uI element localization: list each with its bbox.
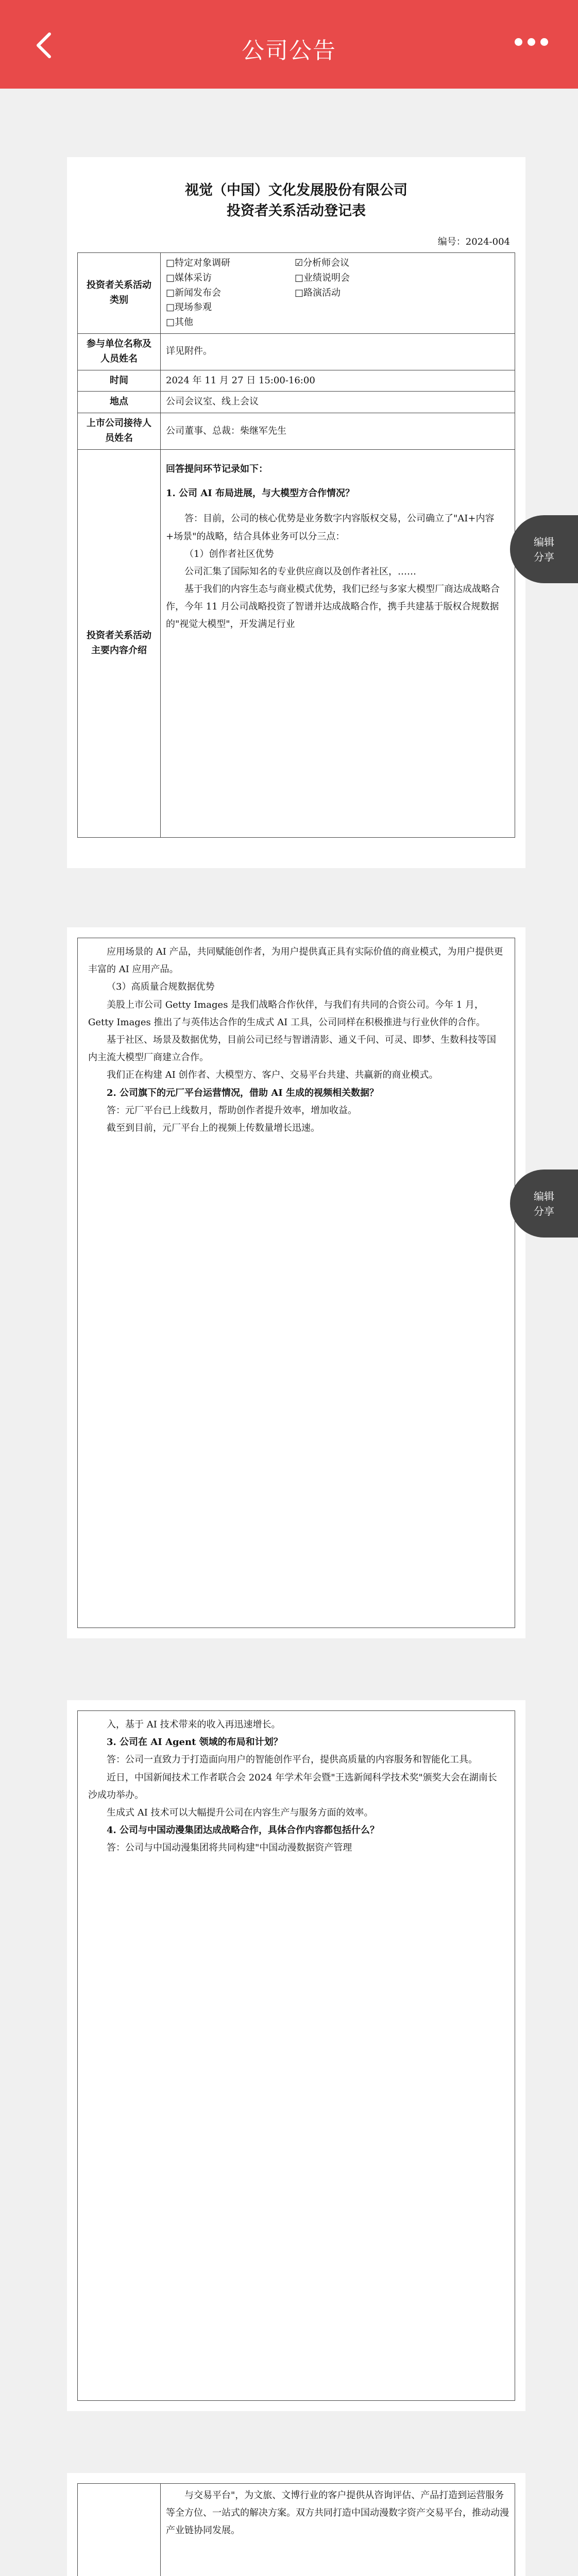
- content-paragraph: （3）高质量合规数据优势: [107, 981, 215, 993]
- content-paragraph: 答：元厂平台已上线数月，帮助创作者提升效率，增加收益。: [107, 1105, 357, 1116]
- content-paragraph: 美股上市公司 Getty Images 是我们战略合作伙伴，与我们有共同的合资公司。今年 1 月，Getty Images 推出了与英伟达合作的生成式 AI 工具，公司同样在积极推进与行业伙伴的合作。: [88, 999, 485, 1028]
- content-paragraph: （1）创作者社区优势: [184, 548, 274, 560]
- category-option: □业绩说明会: [295, 272, 350, 283]
- edit-share-button[interactable]: [510, 515, 578, 583]
- content-paragraph: 答：公司一直致力于打造面向用户的智能创作平台，提供高质量的内容服务和智能化工具。: [107, 1754, 478, 1766]
- category-option: □新闻发布会: [166, 287, 222, 298]
- place-value: 公司会议室、线上会议: [161, 392, 515, 413]
- document-number: 编号：2024-004: [437, 236, 510, 247]
- registration-form-table: [77, 252, 515, 838]
- place-label: 地点: [78, 392, 161, 413]
- content-paragraph: 回答提问环节记录如下：: [166, 463, 268, 474]
- content-paragraph: 4. 公司与中国动漫集团达成战略合作，具体合作内容都包括什么？: [107, 1825, 380, 1836]
- document-company-title: 视觉（中国）文化发展股份有限公司: [185, 182, 407, 198]
- content-paragraph: 答：公司与中国动漫集团将共同构建"中国动漫数据资产管理: [107, 1842, 352, 1854]
- top-navigation-bar: [0, 0, 578, 89]
- document-form-title: 投资者关系活动登记表: [227, 203, 366, 219]
- content-paragraph: 截至到目前，元厂平台上的视频上传数量增长迅速。: [107, 1122, 320, 1133]
- category-option: □媒体采访: [166, 272, 212, 283]
- content-paragraph: 生成式 AI 技术可以大幅提升公司在内容生产与服务方面的效率。: [107, 1807, 373, 1818]
- participants-value: 详见附件。: [161, 333, 515, 370]
- reception-label: 上市公司接待人员姓名: [78, 413, 161, 450]
- continued-label-cell: [78, 2484, 161, 2576]
- content-paragraph: 近日，中国新闻技术工作者联合会 2024 年学术年会暨"王选新闻科学技术奖"颁奖大会在湖南长沙成功举办。: [88, 1772, 497, 1801]
- page-2-content: [77, 938, 515, 1628]
- edit-share-label: 分享: [534, 551, 554, 563]
- content-paragraph: 3. 公司在 AI Agent 领域的布局和计划？: [107, 1737, 283, 1748]
- category-label: 投资者关系活动类别: [78, 253, 161, 334]
- content-paragraph: 1. 公司 AI 布局进展，与大模型方合作情况？: [166, 487, 354, 499]
- time-label: 时间: [78, 370, 161, 392]
- document-page-2: [67, 927, 525, 1638]
- category-option: □现场参观: [166, 302, 212, 313]
- main-content-continued: [161, 2484, 515, 2576]
- content-paragraph: 基于我们的内容生态与商业模式优势，我们已经与多家大模型厂商达成战略合作，今年 11 月公司战略投资了智谱并达成战略合作，携手共建基于版权合规数据的"视觉大模型"，开发满足行业: [166, 584, 500, 630]
- reception-value: 公司董事、总裁：柴继军先生: [161, 413, 515, 450]
- edit-share-label: 编辑: [534, 1190, 554, 1202]
- registration-form-table-end: [77, 2483, 515, 2576]
- content-paragraph: 与交易平台"，为文旅、文博行业的客户提供从咨询评估、产品打造到运营服务等全方位、一站式的解决方案。双方共同打造中国动漫数字资产交易平台，推动动漫产业链协同发展。: [166, 2490, 509, 2536]
- page-3-content: [77, 1710, 515, 2401]
- category-options: [161, 253, 515, 334]
- edit-share-button[interactable]: [510, 1170, 578, 1238]
- main-content-label: 投资者关系活动主要内容介绍: [78, 449, 161, 837]
- document-page-1: [67, 157, 525, 868]
- category-option: ☑分析师会议: [295, 258, 350, 268]
- content-paragraph: 应用场景的 AI 产品，共同赋能创作者，为用户提供真正具有实际价值的商业模式，为用户提供更丰富的 AI 应用产品。: [88, 946, 503, 975]
- content-paragraph: 我们正在构建 AI 创作者、大模型方、客户、交易平台共建、共赢新的商业模式。: [107, 1070, 438, 1081]
- category-option: □特定对象调研: [166, 258, 231, 268]
- edit-share-label: 分享: [534, 1205, 554, 1217]
- time-value: 2024 年 11 月 27 日 15:00-16:00: [161, 370, 515, 392]
- page-title: 公司公告: [242, 38, 336, 64]
- content-paragraph: 基于社区、场景及数据优势，目前公司已经与智谱清影、通义千问、可灵、即梦、生数科技等国内主流大模型厂商建立合作。: [88, 1034, 496, 1063]
- category-option: □其他: [166, 317, 194, 328]
- main-content: [161, 449, 515, 837]
- category-option: □路演活动: [295, 287, 341, 298]
- document-page-3: [67, 1700, 525, 2411]
- edit-share-label: 编辑: [534, 536, 554, 548]
- content-paragraph: 答：目前，公司的核心优势是业务数字内容版权交易，公司确立了"AI+内容+场景"的战略，结合具体业务可以分三点：: [166, 513, 495, 542]
- content-paragraph: 2. 公司旗下的元厂平台运营情况，借助 AI 生成的视频相关数据？: [107, 1087, 379, 1098]
- more-options-icon[interactable]: [509, 38, 548, 48]
- document-page-4: [67, 2473, 525, 2576]
- participants-label: 参与单位名称及人员姓名: [78, 333, 161, 370]
- content-paragraph: 公司汇集了国际知名的专业供应商以及创作者社区，……: [184, 566, 416, 577]
- content-paragraph: 入，基于 AI 技术带来的收入再迅速增长。: [107, 1719, 281, 1730]
